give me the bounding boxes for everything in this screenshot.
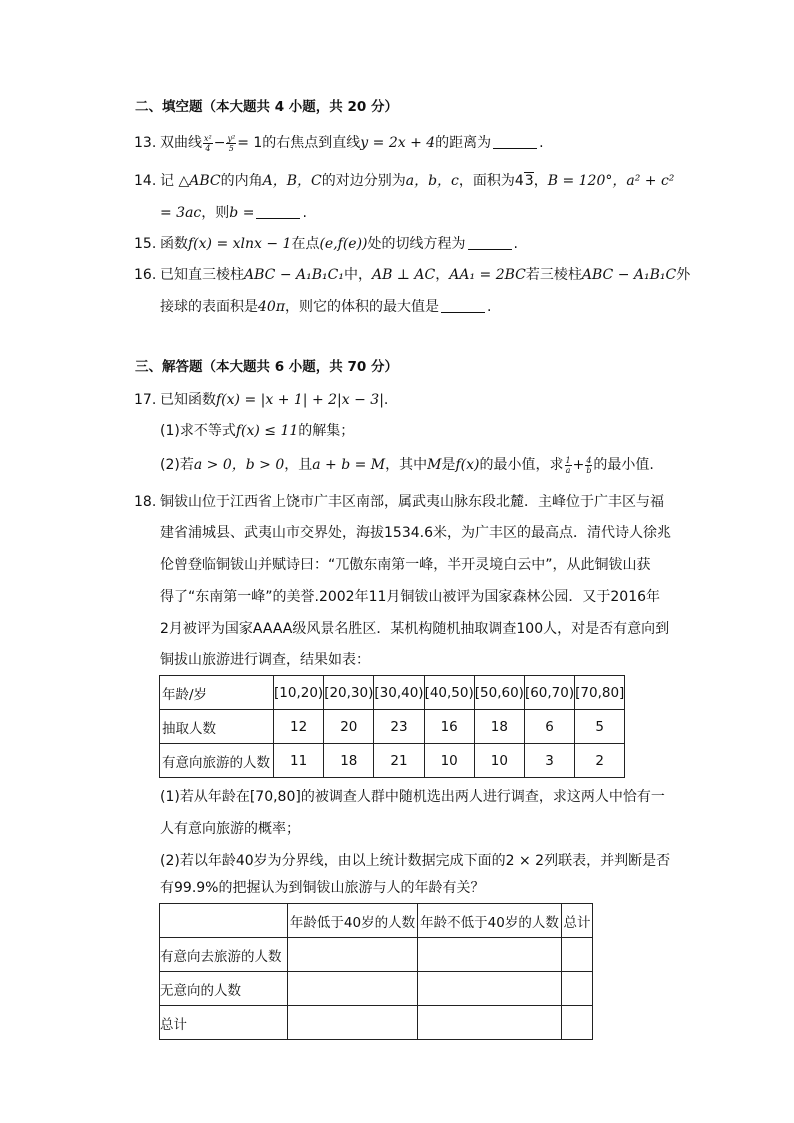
q15-text: 函数f(x) = xlnx − 1在点(e,f(e))处的切线方程为 . [160, 236, 518, 252]
section-3-title: 三、解答题（本大题共 6 小题，共 70 分） [135, 359, 398, 375]
table-header-cell: [20,30) [324, 676, 374, 710]
table-header-cell: [30,40) [374, 676, 424, 710]
table-cell: 23 [374, 710, 424, 744]
table-cell: 18 [474, 710, 524, 744]
table-cell: 2 [575, 744, 625, 778]
table-row-label: 有意向去旅游的人数 [160, 938, 288, 972]
table-row [160, 1006, 593, 1040]
q18-para-line: 铜钹山位于江西省上饶市广丰区南部，属武夷山脉东段北麓．主峰位于广丰区与福 [160, 494, 664, 510]
q18-number: 18. [134, 494, 157, 510]
q18-para-line: 伦曾登临铜钹山并赋诗曰：“兀傲东南第一峰，半开灵境白云中”，从此铜钹山获 [160, 557, 651, 573]
table-header-row [160, 676, 625, 710]
table-header-cell [160, 904, 288, 938]
table-header-cell: [70,80] [575, 676, 625, 710]
table-input-cell[interactable] [288, 938, 418, 972]
q13-frac-y: $\frac{\text{y²}}{5}$ [227, 133, 236, 153]
table-cell: 20 [324, 710, 374, 744]
q14-line2: = 3ac，则b = . [160, 205, 307, 221]
q18-para-line: 建省浦城县、武夷山市交界处，海拔1534.6米，为广丰区的最高点．清代诗人徐兆 [160, 525, 671, 541]
table-cell: 11 [274, 744, 324, 778]
q16-answer-blank[interactable] [441, 298, 485, 313]
table-cell: 16 [424, 710, 474, 744]
table-row [160, 744, 625, 778]
q18-part2-line2: 有99.9%的把握认为到铜钹山旅游与人的年龄有关？ [160, 880, 485, 896]
table-cell: 18 [324, 744, 374, 778]
q13-answer-blank[interactable] [493, 134, 537, 149]
table-row [160, 938, 593, 972]
q18-para-line: 铜拔山旅游进行调查，结果如表： [160, 652, 370, 668]
table-cell: 10 [474, 744, 524, 778]
q17-number: 17. [134, 392, 157, 408]
table-row-label: 无意向的人数 [160, 972, 288, 1006]
q17-frac-4b: $\frac{4}{b}$ [586, 455, 592, 475]
q13-pre: 双曲线 [160, 135, 202, 151]
q18-para-line: 得了“东南第一峰”的美誉.2002年11月铜钹山被评为国家森林公园．又于2016年 [160, 589, 661, 605]
table-cell: 3 [524, 744, 574, 778]
table-row-label: 总计 [160, 1006, 288, 1040]
table-header-cell: 总计 [562, 904, 593, 938]
age-survey-table [159, 675, 625, 778]
table-input-cell[interactable] [418, 938, 562, 972]
table-header-row [160, 904, 593, 938]
q13-number: 13. [134, 135, 157, 151]
q18-para-line: 2月被评为国家AAAA级风景名胜区．某机构随机抽取调查100人，对是否有意向到 [160, 621, 670, 637]
q18-part1-line1: (1)若从年龄在[70,80]的被调查人群中随机选出两人进行调查，求这两人中恰有一 [160, 789, 665, 805]
table-header-cell: [40,50) [424, 676, 474, 710]
table-input-cell[interactable] [562, 1006, 593, 1040]
q15-number: 15. [134, 236, 157, 252]
section-2-title: 二、填空题（本大题共 4 小题，共 20 分） [135, 99, 398, 115]
table-input-cell[interactable] [288, 1006, 418, 1040]
table-header-cell: 年龄低于40岁的人数 [288, 904, 418, 938]
q13-text: 双曲线 $\frac{\text{x²}}{4}$ − $\frac{\text{y²}}{5}$ = 1的右焦点到直线y = 2x + 4的距离为 . [160, 133, 544, 153]
q17-part2: (2)若a > 0，b > 0，且a + b = M，其中M是f(x)的最小值，求 $\frac{1}{a}$ + $\frac{4}{b}$ 的最小值. [160, 455, 654, 475]
q14-number: 14. [134, 173, 157, 189]
table-cell: 10 [424, 744, 474, 778]
table-cell: 21 [374, 744, 424, 778]
table-header-cell: [60,70) [524, 676, 574, 710]
q16-line2: 接球的表面积是40π，则它的体积的最大值是 . [160, 299, 492, 315]
q17-line1: 已知函数f(x) = |x + 1| + 2|x − 3|. [160, 392, 389, 408]
table-cell: 抽取人数 [160, 710, 274, 744]
table-input-cell[interactable] [562, 972, 593, 1006]
table-input-cell[interactable] [288, 972, 418, 1006]
table-cell: 12 [274, 710, 324, 744]
contingency-table [159, 903, 593, 1040]
q15-answer-blank[interactable] [468, 235, 512, 250]
q13-line-eq: y = 2x + 4 [360, 135, 436, 151]
table-row [160, 972, 593, 1006]
q17-frac-1a: $\frac{1}{a}$ [565, 455, 571, 475]
table-header-cell: 年龄不低于40岁的人数 [418, 904, 562, 938]
table-cell: 5 [575, 710, 625, 744]
q14-line1: 记 △ABC的内角A，B，C的对边分别为a，b，c，面积为43，B = 120°，a² + c² [160, 173, 675, 189]
q16-line1: 已知直三棱柱ABC − A₁B₁C₁中，AB ⊥ AC，AA₁ = 2BC若三棱柱ABC − A₁B₁C外 [160, 267, 691, 283]
q16-number: 16. [134, 267, 157, 283]
q17-part1: (1)求不等式f(x) ≤ 11的解集； [160, 423, 355, 439]
table-header-cell: [10,20) [274, 676, 324, 710]
q13-frac-x: $\frac{\text{x²}}{4}$ [204, 133, 212, 153]
table-input-cell[interactable] [418, 1006, 562, 1040]
table-cell: 有意向旅游的人数 [160, 744, 274, 778]
table-header-cell: 年龄/岁 [160, 676, 274, 710]
q18-part2-line1: (2)若以年龄40岁为分界线，由以上统计数据完成下面的2 × 2列联表，并判断是否 [160, 853, 671, 869]
table-row [160, 710, 625, 744]
q14-answer-blank[interactable] [256, 204, 300, 219]
table-header-cell: [50,60) [474, 676, 524, 710]
table-input-cell[interactable] [418, 972, 562, 1006]
sqrt-icon: 3 [524, 173, 534, 189]
q18-part1-line2: 人有意向旅游的概率； [160, 821, 300, 837]
table-input-cell[interactable] [562, 938, 593, 972]
table-cell: 6 [524, 710, 574, 744]
